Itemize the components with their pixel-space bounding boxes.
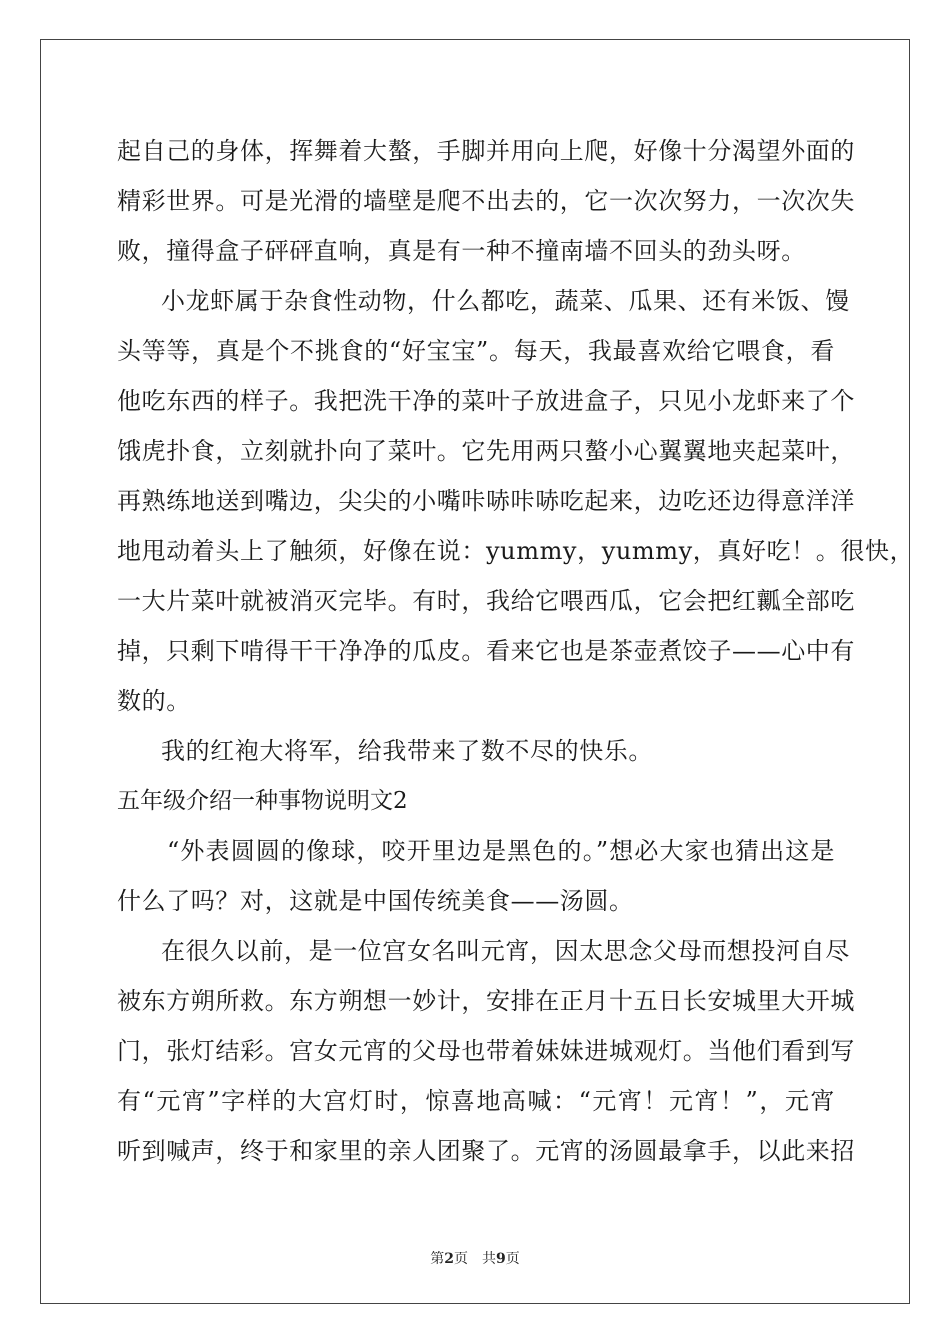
document-body <box>117 126 915 1176</box>
page-suffix: 页 <box>454 1251 468 1267</box>
page-prefix: 第 <box>430 1251 445 1267</box>
text-line: 有“元宵”字样的大宫灯时，惊喜地高喊：“元宵！元宵！”，元宵 <box>117 1087 835 1115</box>
paragraph-first-line: 我的红袍大将军，给我带来了数不尽的快乐。 <box>161 737 653 765</box>
total-suffix: 页 <box>505 1251 520 1267</box>
text-line: 再熟练地送到嘴边，尖尖的小嘴咔哧咔哧吃起来，边吃还边得意洋洋 <box>117 487 855 515</box>
text-line: 掉，只剩下啃得干干净净的瓜皮。看来它也是茶壶煮饺子——心中有 <box>117 637 855 665</box>
page-number: 2 <box>444 1251 454 1267</box>
text-line: 头等等，真是个不挑食的“好宝宝”。每天，我最喜欢给它喂食，看 <box>117 337 835 365</box>
text-line: 败，撞得盒子砰砰直响，真是有一种不撞南墙不回头的劲头呀。 <box>117 237 806 265</box>
text-line: 被东方朔所救。东方朔想一妙计，安排在正月十五日长安城里大开城 <box>117 987 855 1015</box>
total-pages: 9 <box>496 1251 506 1267</box>
paragraph-first-line: “外表圆圆的像球，咬开里边是黑色的。”想必大家也猜出这是 <box>167 837 835 865</box>
text-line: 一大片菜叶就被消灭完毕。有时，我给它喂西瓜，它会把红瓤全部吃 <box>117 587 855 615</box>
text-line: 精彩世界。可是光滑的墙壁是爬不出去的，它一次次努力，一次次失 <box>117 187 855 215</box>
paragraph-first-line: 小龙虾属于杂食性动物，什么都吃，蔬菜、瓜果、还有米饭、馒 <box>161 287 850 315</box>
text-line: 起自己的身体，挥舞着大螯，手脚并用向上爬，好像十分渴望外面的 <box>117 137 855 165</box>
text-line: 门，张灯结彩。宫女元宵的父母也带着妹妹进城观灯。当他们看到写 <box>117 1037 855 1065</box>
text-line: 听到喊声，终于和家里的亲人团聚了。元宵的汤圆最拿手，以此来招 <box>117 1137 855 1165</box>
text-line: 饿虎扑食，立刻就扑向了菜叶。它先用两只螯小心翼翼地夹起菜叶， <box>117 437 855 465</box>
text-line: 地甩动着头上了触须，好像在说：yummy，yummy，真好吃！。很快， <box>117 537 915 565</box>
total-prefix: 共 <box>482 1251 496 1267</box>
paragraph-first-line: 在很久以前，是一位宫女名叫元宵，因太思念父母而想投河自尽 <box>161 937 850 965</box>
page-footer <box>0 1248 950 1268</box>
text-line: 什么了吗？对，这就是中国传统美食——汤圆。 <box>117 887 634 915</box>
text-line: 数的。 <box>117 687 191 715</box>
text-line: 他吃东西的样子。我把洗干净的菜叶子放进盒子，只见小龙虾来了个 <box>117 387 855 415</box>
section-heading: 五年级介绍一种事物说明文2 <box>117 788 408 814</box>
